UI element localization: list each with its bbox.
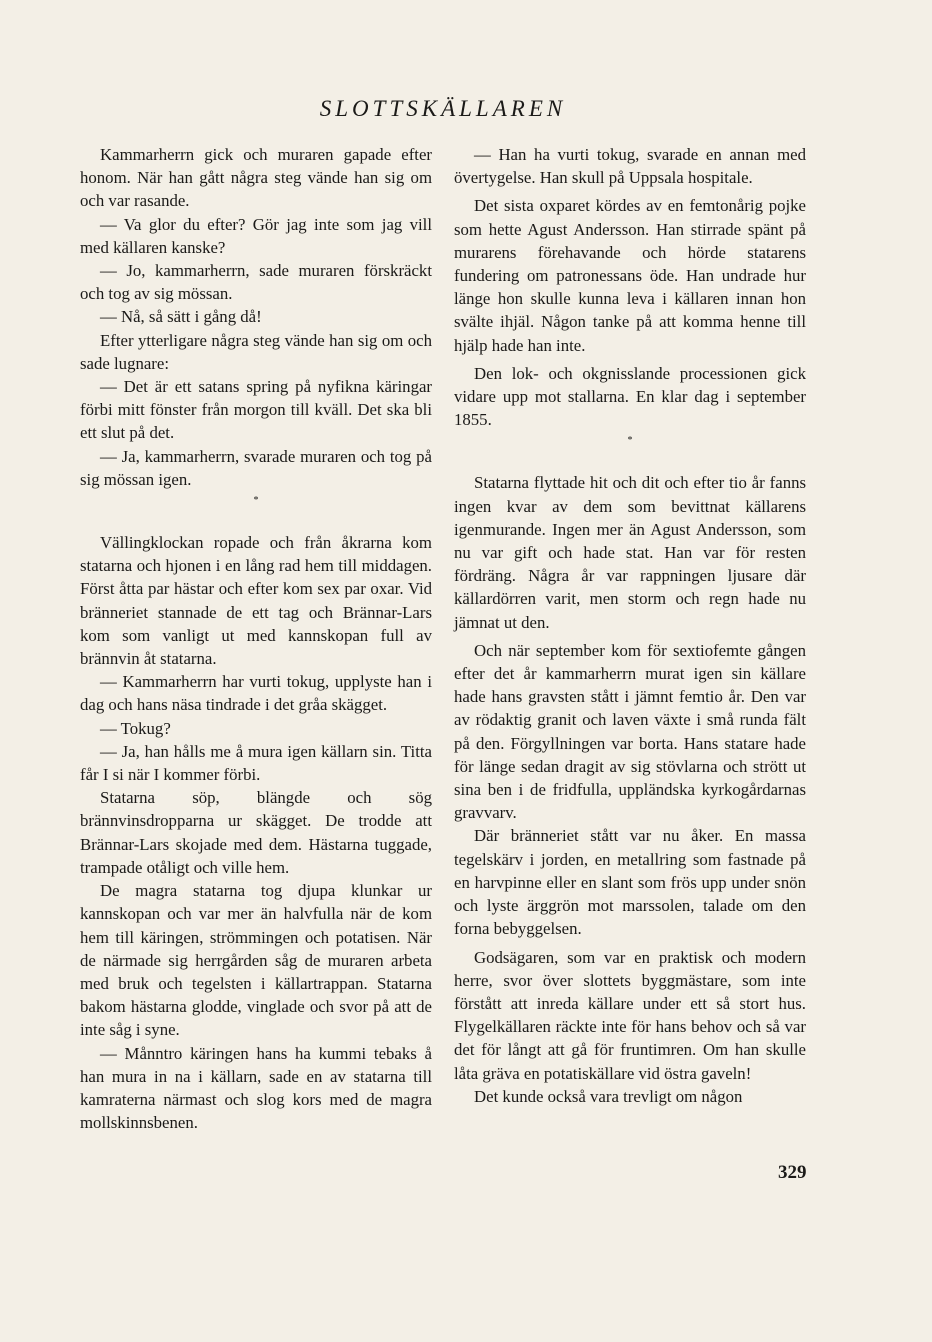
paragraph: Godsägaren, som var en praktisk och modern herre, svor över slottets byggmästare, som inte förstått att inreda källare under ett så stort hus. Flygelkällaren räckte inte för hans behov och så var det för långt att gå för fruntimren. Om han skulle låta gräva en potatiskällare vid östra gaveln!	[454, 947, 806, 1083]
paragraph: — Tokug?	[100, 718, 171, 738]
paragraph: Statarna flyttade hit och dit och efter tio år fanns ingen kvar av dem som bevittnat källarens igenmurande. Ingen mer än Agust Andersson, som nu var gift och hade stat. Han var för resten fördräng. Några år var rappningen ljusare där källardörren varit, men storm och regn hade nu jämnat ut den.	[454, 473, 806, 632]
paragraph: Och när september kom för sextiofemte gången efter det år kammarherrn murat igen sin källare hade hans gravsten stått i jämnt femtio år. Den var av rödaktig granit och laven växte i små runda fält på den. Förgyllningen var borta. Hans statare hade för länge sedan dragit av sig stövlarna och strött ut sina ben i de fridfulla, uppländska kyrkogårdarnas gravvarv.	[454, 640, 806, 823]
paragraph: — Va glor du efter? Gör jag inte som jag vill med källaren kanske?	[80, 214, 432, 257]
right-column	[454, 143, 806, 1108]
paragraph: Där bränneriet stått var nu åker. En massa tegelskärv i jorden, en metallring som fastnade på en harvpinne eller en slant som frös upp under snön och lyste ärggrön mot marssolen, talade om den forna bebyggelsen.	[454, 826, 806, 939]
paragraph: Statarna söp, blängde och sög brännvinsdropparna ur skägget. De trodde att Brännar-Lars skojade med dem. Hästarna tuggade, trampade otåligt och ville hem.	[80, 788, 432, 877]
running-title: SLOTTSKÄLLAREN	[319, 96, 567, 121]
paragraph: — Ja, kammarherrn, svarade muraren och tog på sig mössan igen.	[80, 446, 432, 489]
paragraph: Vällingklockan ropade och från åkrarna kom statarna och hjonen i en lång rad hem till middagen. Först åtta par hästar och efter kom sex par oxar. Vid bränneriet stannade de ett tag och Brännar-Lars kom som vanligt ut med kannskopan full av brännvin åt statarna.	[80, 533, 432, 669]
paragraph: — Det är ett satans spring på nyfikna käringar förbi mitt fönster från morgon till kväll. Det ska bli ett slut på det.	[80, 377, 432, 443]
paragraph: — Han ha vurti tokug, svarade en annan med övertygelse. Han skull på Uppsala hospitale.	[454, 145, 806, 188]
paragraph: Efter ytterligare några steg vände han sig om och sade lugnare:	[80, 330, 432, 373]
paragraph: — Nå, så sätt i gång då!	[100, 307, 262, 327]
left-column	[80, 143, 432, 1134]
paragraph: Den lok- och okgnisslande processionen gick vidare upp mot stallarna. En klar dag i september 1855.	[454, 363, 806, 430]
paragraph: — Ja, han hålls me å mura igen källarn sin. Titta får I si när I kommer förbi.	[80, 741, 432, 785]
paragraph: Kammarherrn gick och muraren gapade efter honom. När han gått några steg vände han sig om och var rasande.	[80, 145, 432, 211]
paragraph: Det sista oxparet kördes av en femtonårig pojke som hette Agust Andersson. Han stirrade spänt på murarens förehavande och hörde statarens fundering om patronessans öde. Han undrade hur länge hon skulle kunna leva i källaren innan hon svälte ihjäl. Någon tanke på att komma henne till hjälp hade han inte.	[454, 196, 806, 355]
paragraph: De magra statarna tog djupa klunkar ur kannskopan och var mer än halvfulla när de kom hem till käringen, strömmingen och potatisen. När de närmade sig herrgården såg de muraren arbeta med bruk och tegelsten i källartrappan. Statarna bakom hästarna glodde, vinglade och svor på att de inte såg i syne.	[80, 881, 432, 1040]
paragraph: — Jo, kammarherrn, sade muraren förskräckt och tog av sig mössan.	[80, 261, 432, 304]
section-break-asterisk: *	[253, 495, 259, 507]
paragraph: Det kunde också vara trevligt om någon	[474, 1086, 743, 1106]
paragraph: — Månntro käringen hans ha kummi tebaks å han mura in na i källarn, sade en av statarna till kamraterna närmast och slog kors med de magra mollskinnsbenen.	[80, 1043, 432, 1133]
section-break-asterisk: *	[627, 435, 633, 447]
page-number: 329	[778, 1162, 807, 1183]
paragraph: — Kammarherrn har vurti tokug, upplyste han i dag och hans näsa tindrade i det gråa skägget.	[80, 672, 432, 715]
